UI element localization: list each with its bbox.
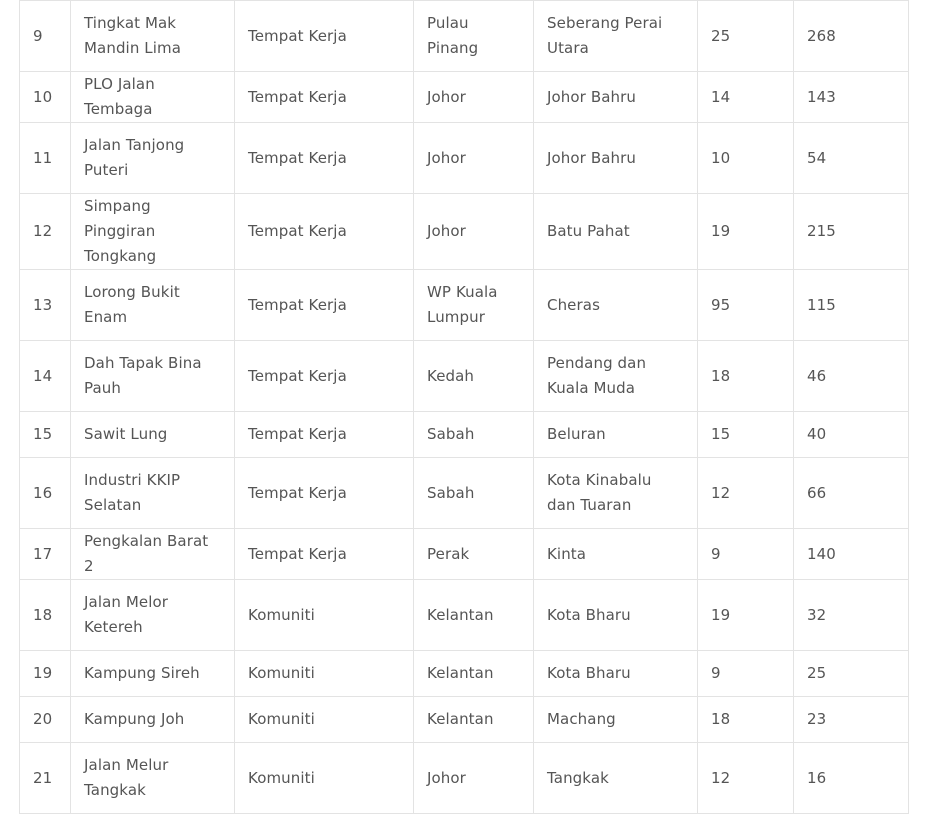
count-b-cell: 23 (794, 697, 909, 743)
table-row (20, 72, 909, 123)
row-number-cell: 11 (20, 123, 71, 194)
district-cell: Kota Bharu (534, 651, 698, 697)
count-b-cell: 66 (794, 458, 909, 529)
row-number-cell: 16 (20, 458, 71, 529)
count-a-cell: 9 (698, 651, 794, 697)
table-row (20, 697, 909, 743)
count-b-cell: 54 (794, 123, 909, 194)
category-cell: Tempat Kerja (235, 458, 414, 529)
state-cell: Johor (414, 743, 534, 814)
row-number-cell: 9 (20, 1, 71, 72)
state-cell: Sabah (414, 458, 534, 529)
count-b-cell: 143 (794, 72, 909, 123)
category-cell: Tempat Kerja (235, 1, 414, 72)
table-row (20, 412, 909, 458)
locality-cell: Industri KKIP Selatan (71, 458, 235, 529)
table-row (20, 1, 909, 72)
category-cell: Tempat Kerja (235, 270, 414, 341)
row-number-cell: 20 (20, 697, 71, 743)
district-cell: Kinta (534, 529, 698, 580)
row-number-cell: 10 (20, 72, 71, 123)
cluster-table (19, 0, 909, 814)
state-cell: Kelantan (414, 697, 534, 743)
row-number-cell: 21 (20, 743, 71, 814)
category-cell: Komuniti (235, 697, 414, 743)
table-row (20, 651, 909, 697)
district-cell: Beluran (534, 412, 698, 458)
district-cell: Seberang Perai Utara (534, 1, 698, 72)
count-a-cell: 95 (698, 270, 794, 341)
count-a-cell: 9 (698, 529, 794, 580)
count-a-cell: 12 (698, 743, 794, 814)
state-cell: WP Kuala Lumpur (414, 270, 534, 341)
count-b-cell: 215 (794, 194, 909, 270)
category-cell: Komuniti (235, 651, 414, 697)
category-cell: Tempat Kerja (235, 529, 414, 580)
table-row (20, 341, 909, 412)
row-number-cell: 18 (20, 580, 71, 651)
locality-cell: PLO Jalan Tembaga (71, 72, 235, 123)
count-a-cell: 19 (698, 580, 794, 651)
row-number-cell: 19 (20, 651, 71, 697)
state-cell: Pulau Pinang (414, 1, 534, 72)
category-cell: Tempat Kerja (235, 194, 414, 270)
count-a-cell: 18 (698, 341, 794, 412)
category-cell: Tempat Kerja (235, 341, 414, 412)
category-cell: Tempat Kerja (235, 72, 414, 123)
table-row (20, 529, 909, 580)
state-cell: Kelantan (414, 580, 534, 651)
state-cell: Johor (414, 194, 534, 270)
count-a-cell: 19 (698, 194, 794, 270)
locality-cell: Kampung Sireh (71, 651, 235, 697)
count-b-cell: 25 (794, 651, 909, 697)
locality-cell: Jalan Melor Ketereh (71, 580, 235, 651)
count-a-cell: 10 (698, 123, 794, 194)
state-cell: Johor (414, 123, 534, 194)
table-body (20, 1, 909, 814)
state-cell: Kedah (414, 341, 534, 412)
category-cell: Komuniti (235, 743, 414, 814)
table-row (20, 458, 909, 529)
count-b-cell: 115 (794, 270, 909, 341)
district-cell: Johor Bahru (534, 72, 698, 123)
locality-cell: Kampung Joh (71, 697, 235, 743)
locality-cell: Sawit Lung (71, 412, 235, 458)
count-b-cell: 140 (794, 529, 909, 580)
category-cell: Tempat Kerja (235, 123, 414, 194)
cluster-table-container (19, 0, 908, 814)
table-row (20, 270, 909, 341)
locality-cell: Jalan Melur Tangkak (71, 743, 235, 814)
category-cell: Komuniti (235, 580, 414, 651)
table-row (20, 743, 909, 814)
row-number-cell: 17 (20, 529, 71, 580)
locality-cell: Pengkalan Barat 2 (71, 529, 235, 580)
district-cell: Pendang dan Kuala Muda (534, 341, 698, 412)
count-b-cell: 32 (794, 580, 909, 651)
count-b-cell: 46 (794, 341, 909, 412)
table-row (20, 123, 909, 194)
count-b-cell: 16 (794, 743, 909, 814)
district-cell: Kota Bharu (534, 580, 698, 651)
district-cell: Tangkak (534, 743, 698, 814)
locality-cell: Jalan Tanjong Puteri (71, 123, 235, 194)
state-cell: Sabah (414, 412, 534, 458)
locality-cell: Tingkat Mak Mandin Lima (71, 1, 235, 72)
row-number-cell: 13 (20, 270, 71, 341)
state-cell: Kelantan (414, 651, 534, 697)
count-a-cell: 25 (698, 1, 794, 72)
count-b-cell: 268 (794, 1, 909, 72)
state-cell: Johor (414, 72, 534, 123)
district-cell: Batu Pahat (534, 194, 698, 270)
locality-cell: Dah Tapak Bina Pauh (71, 341, 235, 412)
locality-cell: Lorong Bukit Enam (71, 270, 235, 341)
count-b-cell: 40 (794, 412, 909, 458)
category-cell: Tempat Kerja (235, 412, 414, 458)
district-cell: Machang (534, 697, 698, 743)
count-a-cell: 18 (698, 697, 794, 743)
row-number-cell: 14 (20, 341, 71, 412)
count-a-cell: 14 (698, 72, 794, 123)
table-row (20, 194, 909, 270)
row-number-cell: 15 (20, 412, 71, 458)
state-cell: Perak (414, 529, 534, 580)
district-cell: Cheras (534, 270, 698, 341)
count-a-cell: 12 (698, 458, 794, 529)
table-row (20, 580, 909, 651)
district-cell: Kota Kinabalu dan Tuaran (534, 458, 698, 529)
count-a-cell: 15 (698, 412, 794, 458)
district-cell: Johor Bahru (534, 123, 698, 194)
row-number-cell: 12 (20, 194, 71, 270)
locality-cell: Simpang Pinggiran Tongkang (71, 194, 235, 270)
